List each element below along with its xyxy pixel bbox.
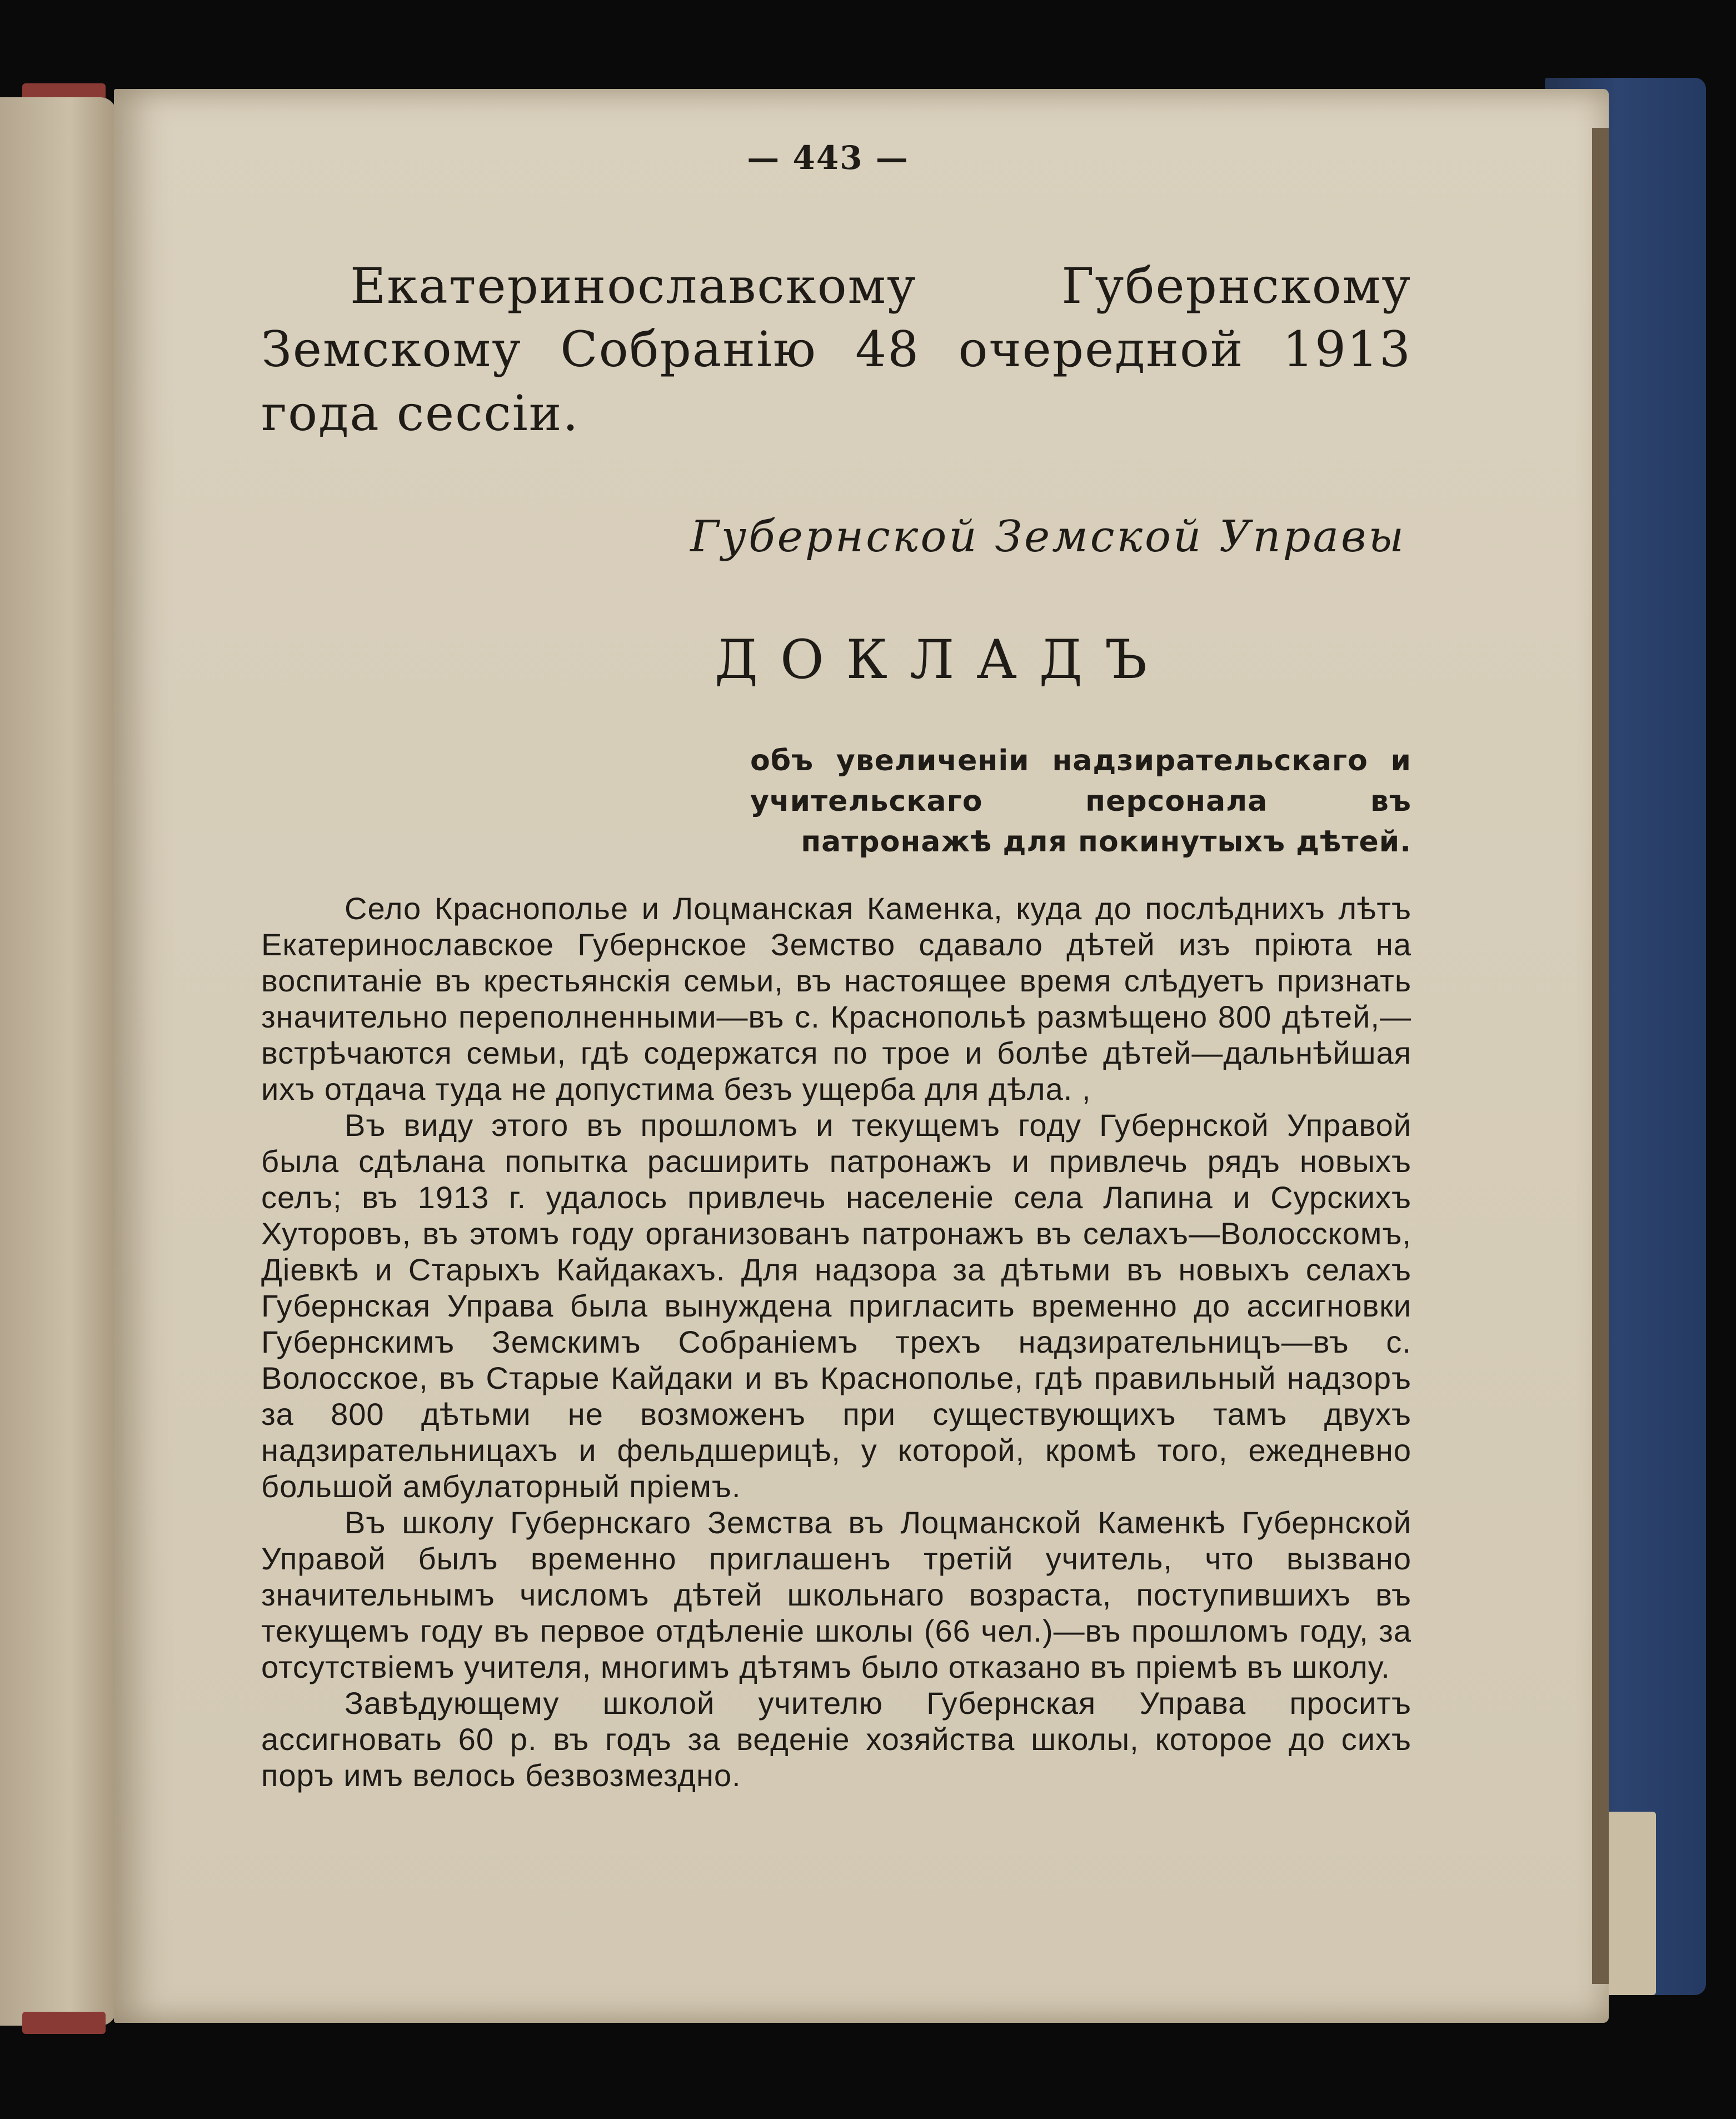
document-subtitle: Губернской Земской Управы: [690, 512, 1406, 562]
paragraph: Село Краснополье и Лоцманская Каменка, куда до послѣднихъ лѣтъ Екатеринославское Губернское Земство сдавало дѣтей изъ пріюта на воспитаніе въ крестьянскія семьи, въ настоящее время слѣдуетъ признать значительно переполненными—въ с. Краснопольѣ размѣщено 800 дѣтей,—встрѣчаются семьи, гдѣ содержатся по трое и болѣе дѣтей—дальнѣйшая ихъ отдача туда не допустима безъ ущерба для дѣла. ,: [261, 890, 1411, 1106]
report-body: [261, 890, 1411, 1793]
page-content: [261, 139, 1411, 1793]
report-heading: ДОКЛАДЪ: [714, 629, 1170, 691]
page-number: — 443 —: [747, 139, 909, 177]
paragraph: Въ школу Губернскаго Земства въ Лоцманской Каменкѣ Губернской Управой былъ временно приглашенъ третій учитель, что вызвано значительнымъ числомъ дѣтей школьнаго возраста, поступившихъ въ текущемъ году въ первое отдѣленіе школы (66 чел.)—въ прошломъ году, за отсутствіемъ учителя, многимъ дѣтямъ было отказано въ пріемѣ въ школу.: [261, 1504, 1411, 1684]
left-page-edge: [0, 97, 117, 2026]
report-topic: объ увеличеніи надзирательскаго и учительскаго персонала въ патронажѣ для покинутыхъ дѣтей.: [750, 744, 1411, 859]
paragraph: Завѣдующему школой учителю Губернская Управа проситъ ассигновать 60 р. въ годъ за веденіе хозяйства школы, которое до сихъ поръ имъ велось безвозмездно.: [261, 1685, 1411, 1793]
page-stack-edge: [1592, 128, 1609, 1984]
paragraph: Въ виду этого въ прошломъ и текущемъ году Губернской Управой была сдѣлана попытка расширить патронажъ и привлечь рядъ новыхъ селъ; въ 1913 г. удалось привлечь населеніе села Лапина и Сурскихъ Хуторовъ, въ этомъ году организованъ патронажъ въ селахъ—Волосскомъ, Діевкѣ и Старыхъ Кайдакахъ. Для надзора за дѣтьми въ новыхъ селахъ Губернская Управа была вынуждена пригласить временно до ассигновки Губернскимъ Земскимъ Собраніемъ трехъ надзирательницъ—въ с. Волосское, въ Старые Кайдаки и въ Краснополье, гдѣ правильный надзоръ за 800 дѣтьми не возможенъ при существующихъ тамъ двухъ надзирательницахъ и фельдшерицѣ, у которой, кромѣ того, ежедневно большой амбулаторный пріемъ.: [261, 1107, 1411, 1504]
document-title: Екатеринославскому Губернскому Земскому Собранію 48 очередной 1913 года сессіи.: [261, 257, 1411, 442]
left-spine-band-bottom: [22, 2012, 106, 2034]
